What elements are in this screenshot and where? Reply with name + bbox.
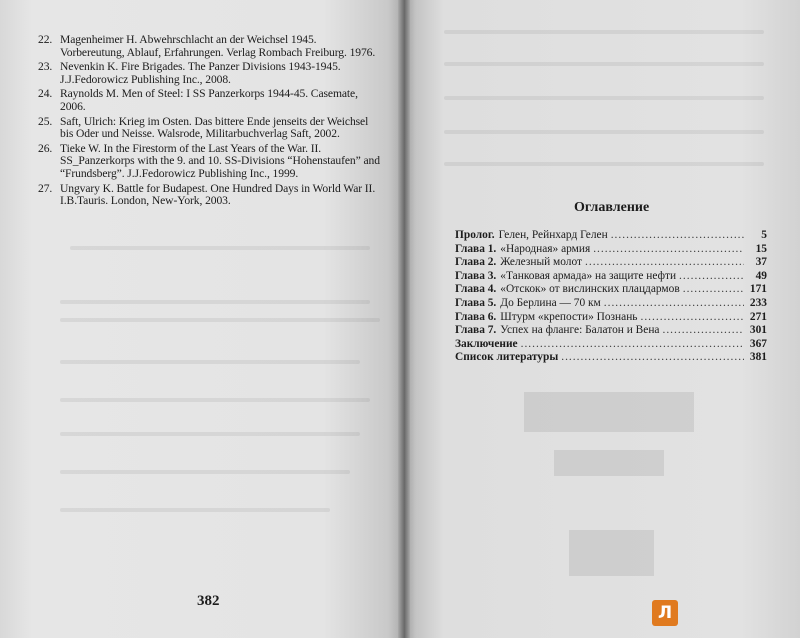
- toc-entry: [455, 243, 767, 257]
- toc-entry-title: «Народная» армия: [500, 242, 591, 255]
- imprint-block: [554, 450, 664, 476]
- show-through: [444, 130, 764, 134]
- toc-entry-page: 37: [755, 256, 767, 269]
- toc-entry-title: Железный молот: [500, 256, 583, 269]
- reference-item: [38, 61, 380, 86]
- reference-item: [38, 183, 380, 208]
- show-through: [444, 96, 764, 100]
- toc-leader-dots: [593, 243, 744, 257]
- toc-entry-title: Список литературы: [455, 351, 559, 364]
- reference-item: [38, 88, 380, 113]
- toc-entry: [455, 351, 767, 365]
- toc-entry: [455, 283, 767, 297]
- site-logo-icon: Л: [652, 600, 678, 626]
- toc-entry-title: Штурм «крепости» Познань: [500, 310, 638, 323]
- toc-leader-dots: [561, 351, 744, 365]
- toc-heading: Оглавление: [574, 200, 650, 215]
- book-gutter: [398, 0, 410, 638]
- reference-number: 27.: [38, 181, 53, 195]
- show-through: [444, 30, 764, 34]
- show-through: [60, 318, 380, 322]
- reference-text: Nevenkin K. Fire Brigades. The Panzer Divisions 1943-1945. J.J.Fedorowicz Publishing Inc., 2008.: [60, 60, 341, 86]
- toc-entry-page: 171: [749, 283, 767, 296]
- toc-entry-page: 15: [755, 242, 767, 255]
- toc-leader-dots: [585, 256, 744, 270]
- show-through: [444, 162, 764, 166]
- show-through: [60, 432, 360, 436]
- toc-entry-prefix: Глава 4.: [455, 283, 497, 296]
- toc-entry: [455, 297, 767, 311]
- show-through: [70, 246, 370, 250]
- reference-number: 25.: [38, 114, 53, 128]
- toc-entry: [455, 229, 767, 243]
- show-through: [60, 398, 370, 402]
- reference-text: Ungvary K. Battle for Budapest. One Hundred Days in World War II. I.B.Tauris. London, New-York, 2003.: [60, 181, 376, 208]
- toc-leader-dots: [611, 229, 744, 243]
- imprint-block: [569, 530, 654, 576]
- reference-item: [38, 34, 380, 59]
- reference-text: Raynolds M. Men of Steel: I SS Panzerkorps 1944-45. Casemate, 2006.: [60, 87, 358, 113]
- toc-entry-prefix: Глава 5.: [455, 296, 497, 309]
- page-number: 382: [197, 593, 220, 609]
- toc-leader-dots: [662, 324, 744, 338]
- reference-text: Tieke W. In the Firestorm of the Last Years of the War. II. SS_Panzerkorps with the 9. and 10. SS-Divisions “Hohenstaufen” and “Frundsberg”. J.J.Fedorowicz Publishing Inc., 1999.: [60, 141, 380, 180]
- show-through: [444, 62, 764, 66]
- bibliography-list: [38, 34, 380, 210]
- toc-entry: [455, 270, 767, 284]
- table-of-contents: [455, 229, 767, 365]
- toc-entry-prefix: Глава 7.: [455, 324, 497, 337]
- reference-item: [38, 116, 380, 141]
- toc-entry: [455, 311, 767, 325]
- toc-entry-page: 381: [749, 351, 767, 364]
- toc-leader-dots: [683, 283, 744, 297]
- reference-number: 24.: [38, 87, 53, 101]
- toc-entry-title: «Танковая армада» на защите нефти: [500, 269, 677, 282]
- toc-leader-dots: [521, 338, 744, 352]
- toc-leader-dots: [640, 311, 744, 325]
- reference-text: Magenheimer H. Abwehrschlacht an der Weichsel 1945. Vorbereutung, Ablauf, Erfahrungen. Verlag Rombach Freiburg. 1976.: [60, 33, 376, 59]
- toc-leader-dots: [679, 270, 744, 284]
- toc-entry-title: Гелен, Рейнхард Гелен: [498, 229, 608, 241]
- toc-entry-prefix: Глава 3.: [455, 269, 497, 282]
- show-through: [60, 360, 360, 364]
- reference-text: Saft, Ulrich: Krieg im Osten. Das bittere Ende jenseits der Weichsel bis Oder und Neisse. Walsrode, Militarbuchverlag Saft, 2002.: [60, 114, 369, 141]
- toc-entry: [455, 338, 767, 352]
- toc-entry-prefix: Пролог.: [455, 229, 495, 241]
- show-through: [60, 470, 350, 474]
- toc-entry-title: Заключение: [455, 337, 518, 350]
- reference-number: 23.: [38, 60, 53, 74]
- toc-entry-title: «Отскок» от вислинских плацдармов: [500, 283, 680, 296]
- show-through: [60, 508, 330, 512]
- toc-entry-title: Успех на фланге: Балатон и Вена: [500, 324, 660, 337]
- toc-entry: [455, 324, 767, 338]
- imprint-block: [524, 392, 694, 432]
- toc-entry-prefix: Глава 1.: [455, 242, 497, 255]
- reference-number: 22.: [38, 33, 53, 46]
- reference-item: [38, 143, 380, 181]
- toc-entry-prefix: Глава 2.: [455, 256, 497, 269]
- toc-entry-page: 367: [749, 337, 767, 350]
- toc-entry-page: 233: [749, 296, 767, 309]
- toc-entry-page: 5: [761, 229, 767, 241]
- toc-entry-page: 271: [749, 310, 767, 323]
- toc-entry-page: 301: [749, 324, 767, 337]
- toc-entry-prefix: Глава 6.: [455, 310, 497, 323]
- reference-number: 26.: [38, 141, 53, 155]
- toc-entry-title: До Берлина — 70 км: [500, 296, 601, 309]
- toc-leader-dots: [604, 297, 744, 311]
- toc-entry: [455, 256, 767, 270]
- toc-entry-page: 49: [755, 269, 767, 282]
- show-through: [60, 300, 370, 304]
